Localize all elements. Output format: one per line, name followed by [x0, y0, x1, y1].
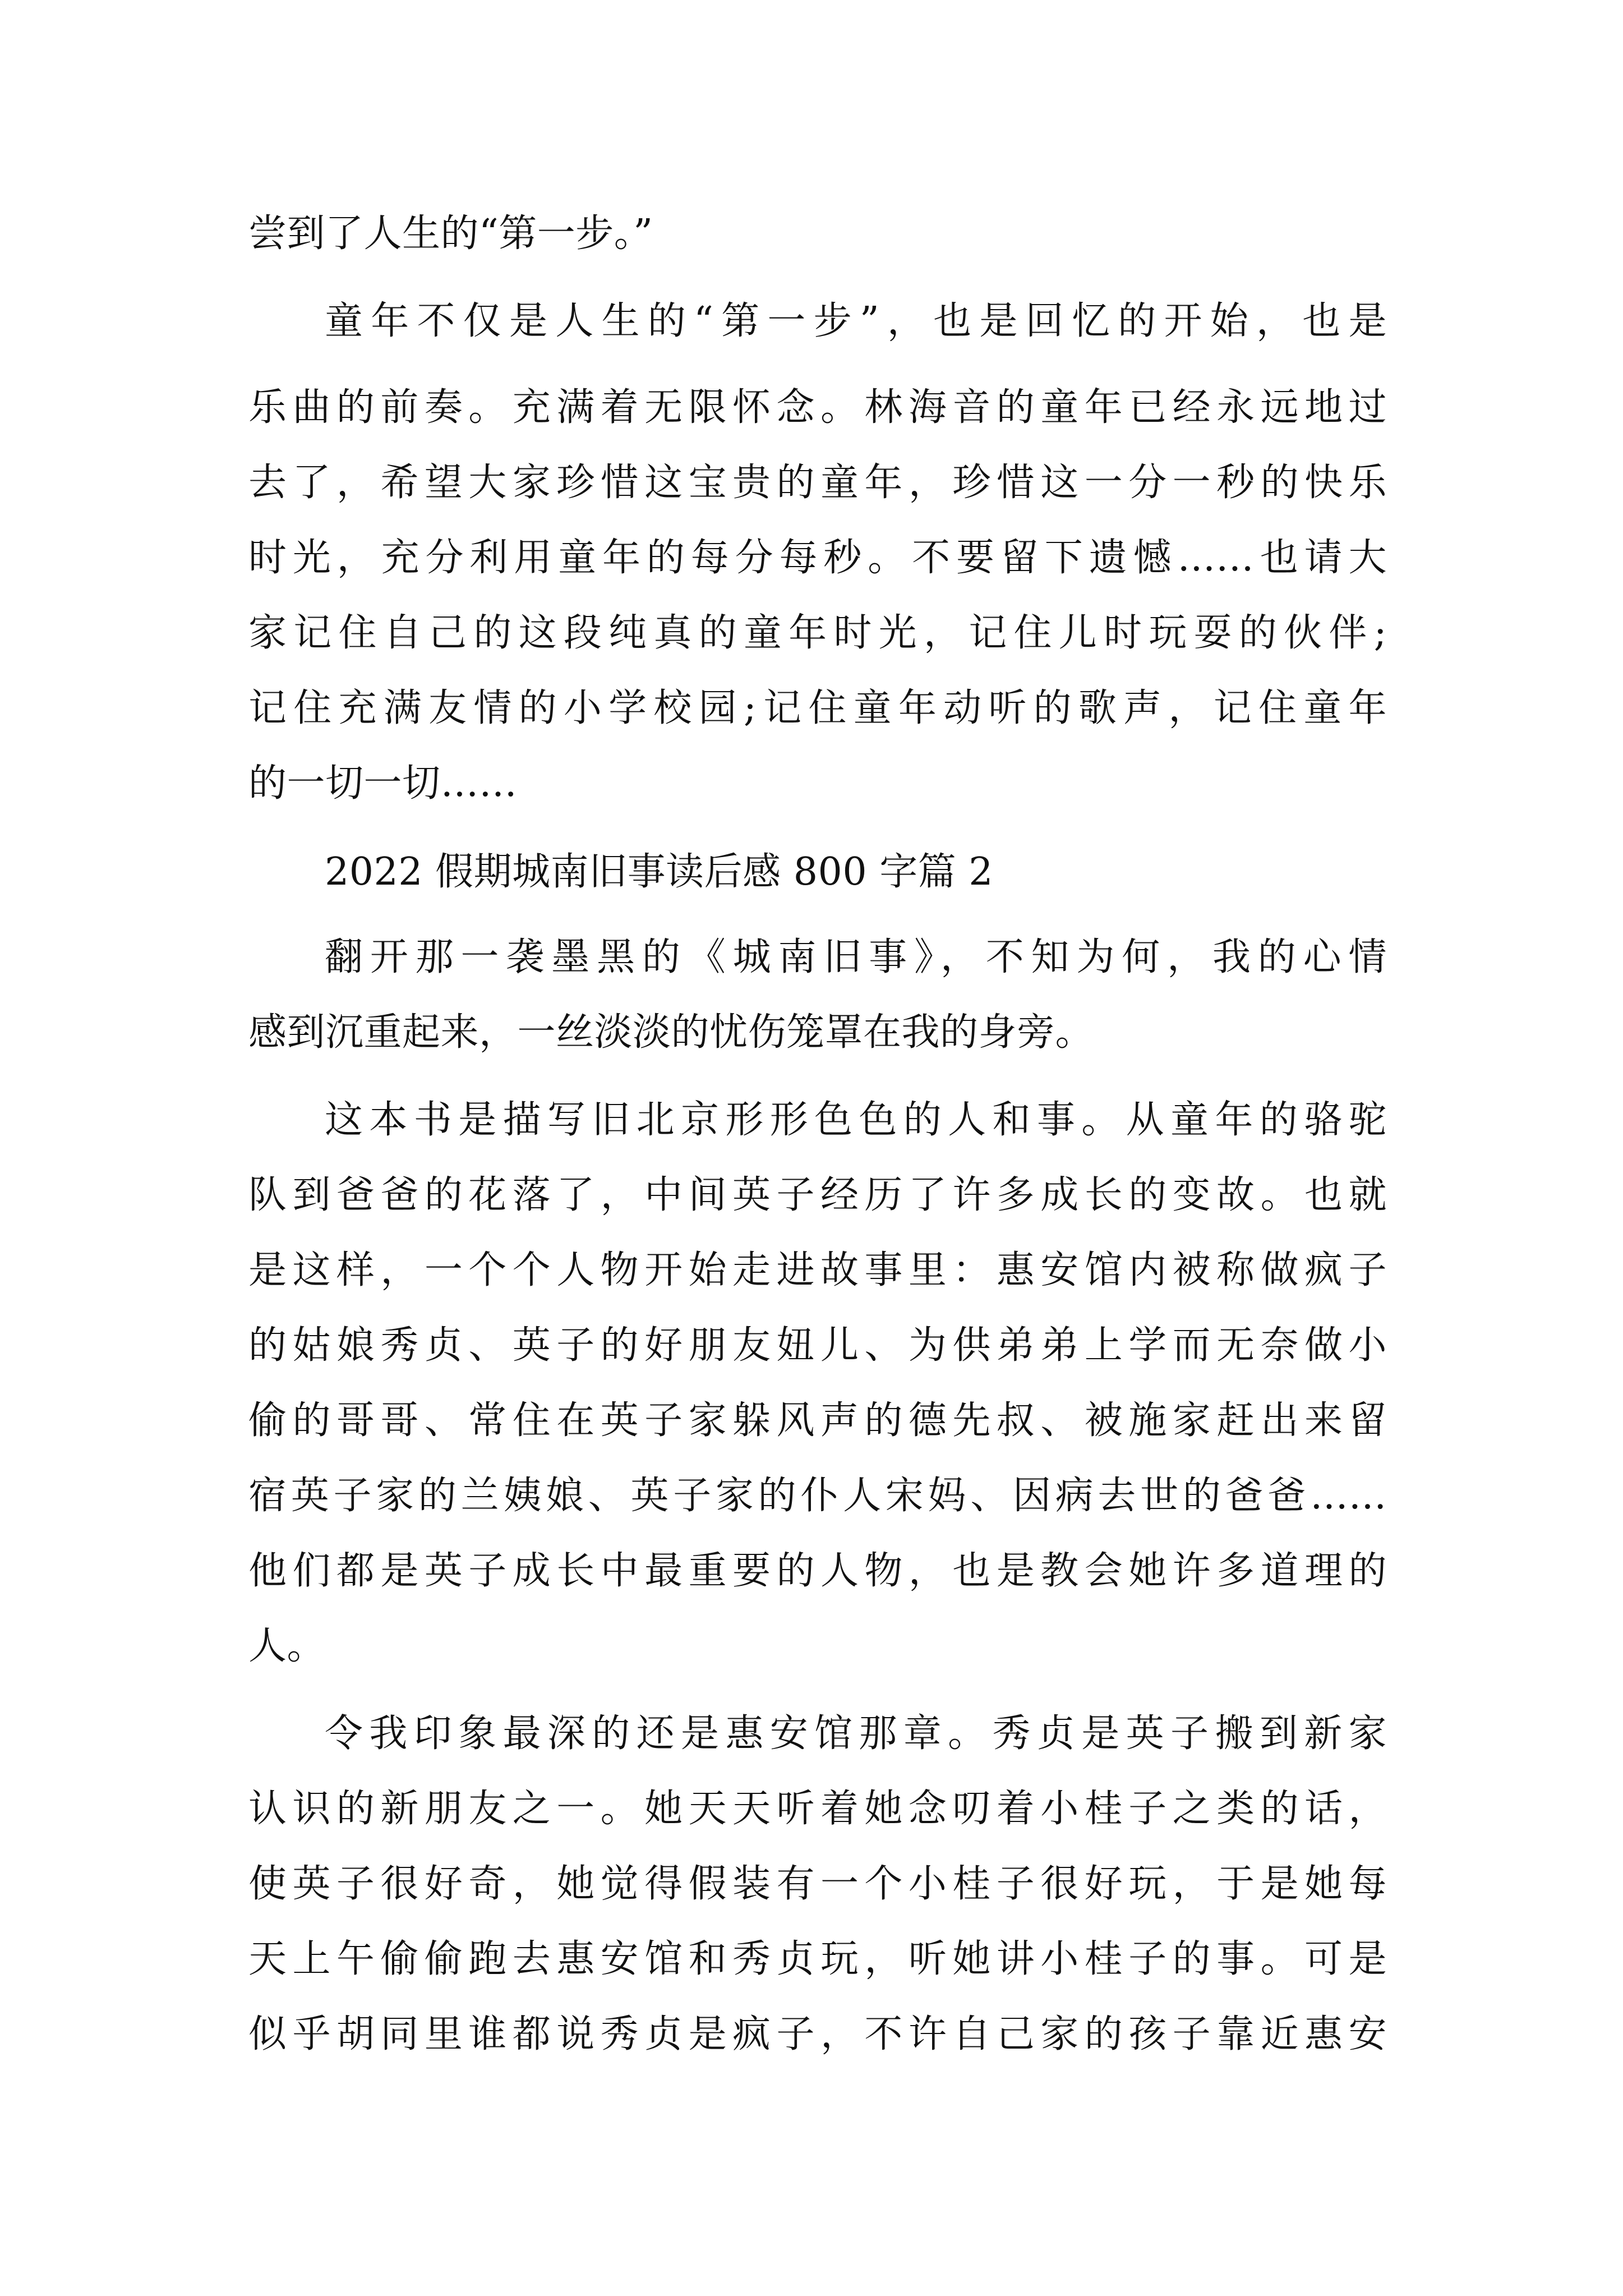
text-line: 人。: [248, 1624, 326, 1668]
text-line: 这本书是描写旧北京形形色色的人和事。从童年的骆驼: [325, 1098, 1387, 1142]
text-line: 乐曲的前奏。充满着无限怀念。林海音的童年已经永远地过: [248, 385, 1387, 430]
section-heading: 2022 假期城南旧事读后感 800 字篇 2: [325, 850, 994, 894]
text-line: 令我印象最深的还是惠安馆那章。秀贞是英子搬到新家: [325, 1711, 1387, 1756]
text-line: 的姑娘秀贞、英子的好朋友妞儿、为供弟弟上学而无奈做小: [248, 1323, 1387, 1368]
text-line: 宿英子家的兰姨娘、英子家的仆人宋妈、因病去世的爸爸……: [248, 1474, 1387, 1518]
text-line: 感到沉重起来，一丝淡淡的忧伤笼罩在我的身旁。: [248, 1010, 1094, 1055]
text-line: 偷的哥哥、常住在英子家躲风声的德先叔、被施家赶出来留: [248, 1398, 1387, 1443]
text-line: 似乎胡同里谁都说秀贞是疯子，不许自己家的孩子靠近惠安: [248, 2012, 1387, 2056]
text-line: 的一切一切……: [248, 761, 518, 806]
text-line: 时光，充分利用童年的每分每秒。不要留下遗憾……也请大: [248, 536, 1387, 580]
text-line: 尝到了人生的“第一步。”: [248, 211, 653, 256]
text-line: 是这样，一个个人物开始走进故事里：惠安馆内被称做疯子: [248, 1248, 1387, 1292]
text-line: 去了，希望大家珍惜这宝贵的童年，珍惜这一分一秒的快乐: [248, 461, 1387, 505]
text-line: 记住充满友情的小学校园;记住童年动听的歌声，记住童年: [248, 686, 1387, 730]
text-line: 队到爸爸的花落了，中间英子经历了许多成长的变故。也就: [248, 1173, 1387, 1217]
text-line: 使英子很好奇，她觉得假装有一个小桂子很好玩，于是她每: [248, 1862, 1387, 1906]
text-line: 认识的新朋友之一。她天天听着她念叨着小桂子之类的话，: [248, 1787, 1387, 1831]
text-line: 他们都是英子成长中最重要的人物，也是教会她许多道理的: [248, 1549, 1387, 1593]
text-line: 童年不仅是人生的“第一步”，也是回忆的开始，也是: [325, 299, 1387, 343]
text-line: 天上午偷偷跑去惠安馆和秀贞玩，听她讲小桂子的事。可是: [248, 1937, 1387, 1981]
text-line: 家记住自己的这段纯真的童年时光，记住儿时玩耍的伙伴;: [248, 611, 1387, 655]
text-line: 翻开那一袭墨黑的《城南旧事》，不知为何，我的心情: [325, 935, 1387, 979]
